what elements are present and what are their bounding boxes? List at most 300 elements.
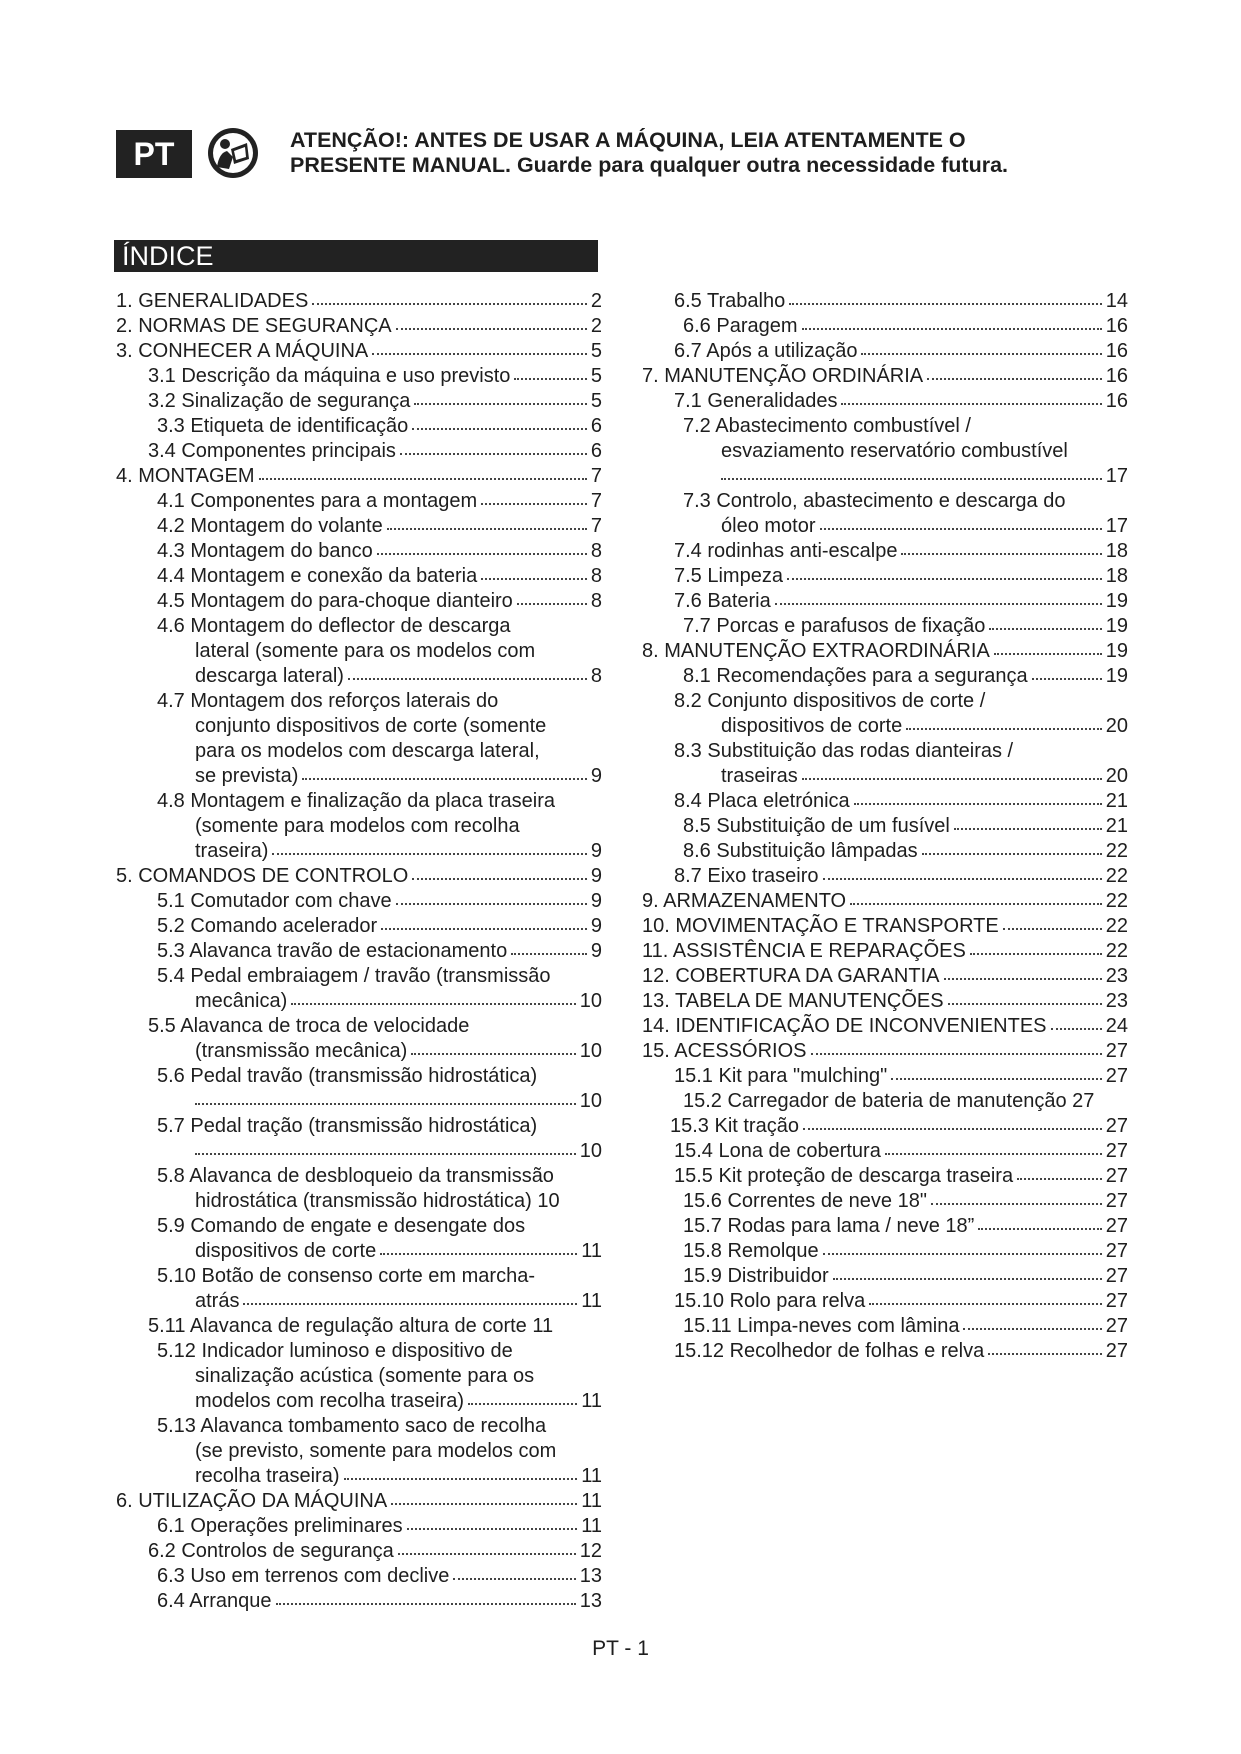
toc-entry — [114, 389, 614, 414]
toc-entry — [114, 314, 614, 339]
read-manual-icon — [207, 127, 259, 179]
toc-entry-title: 15.5 Kit proteção de descarga traseira — [674, 1165, 1014, 1187]
toc-entry-page: 23 — [1105, 990, 1128, 1012]
toc-entry-title: 3. CONHECER A MÁQUINA — [116, 340, 369, 362]
toc-leader-dots — [372, 353, 587, 355]
toc-entry-title: 6.6 Paragem — [683, 315, 798, 337]
toc-entry-page: 22 — [1105, 940, 1128, 962]
toc-entry — [114, 1439, 614, 1464]
toc-leader-dots — [823, 878, 1102, 880]
toc-entry-title: 8.5 Substituição de um fusível — [683, 815, 950, 837]
toc-entry — [640, 289, 1140, 314]
toc-entry-title: 15.7 Rodas para lama / neve 18” — [683, 1215, 975, 1237]
toc-leader-dots — [276, 1603, 576, 1605]
toc-entry-title: dispositivos de corte — [721, 715, 903, 737]
toc-leader-dots — [396, 328, 587, 330]
toc-entry-title: 11. ASSISTÊNCIA E REPARAÇÕES — [642, 940, 966, 962]
toc-entry-page: 27 — [1105, 1190, 1128, 1212]
toc-entry-page: 18 — [1105, 565, 1128, 587]
toc-leader-dots — [387, 528, 587, 530]
toc-entry-title: 7. MANUTENÇÃO ORDINÁRIA — [642, 365, 924, 387]
toc-entry — [114, 989, 614, 1014]
toc-entry-title: 5.10 Botão de consenso corte em marcha- — [157, 1265, 535, 1287]
toc-entry — [640, 689, 1140, 714]
toc-entry-page: 19 — [1105, 590, 1128, 612]
toc-entry — [114, 1239, 614, 1264]
toc-entry-title: 15.6 Correntes de neve 18" — [683, 1190, 927, 1212]
toc-entry — [114, 664, 614, 689]
toc-leader-dots — [811, 1053, 1102, 1055]
toc-entry-title: 6. UTILIZAÇÃO DA MÁQUINA — [116, 1490, 388, 1512]
toc-entry — [640, 1339, 1140, 1364]
toc-leader-dots — [861, 353, 1101, 355]
toc-entry-title: 8.1 Recomendações para a segurança — [683, 665, 1028, 687]
toc-entry-title: 8. MANUTENÇÃO EXTRAORDINÁRIA — [642, 640, 990, 662]
toc-entry — [640, 439, 1140, 464]
toc-leader-dots — [963, 1328, 1101, 1330]
toc-leader-dots — [775, 603, 1102, 605]
toc-entry — [640, 489, 1140, 514]
toc-entry-page: 17 — [1105, 515, 1128, 537]
toc-leader-dots — [381, 928, 587, 930]
toc-leader-dots — [453, 1578, 575, 1580]
toc-entry-title: 5.9 Comando de engate e desengate dos — [157, 1215, 526, 1237]
toc-entry-title: (se previsto, somente para modelos com — [195, 1440, 557, 1462]
toc-entry — [114, 1539, 614, 1564]
toc-entry-title: para os modelos com descarga lateral, — [195, 740, 540, 762]
toc-entry — [114, 1014, 614, 1039]
toc-entry — [640, 1314, 1140, 1339]
toc-entry — [114, 1514, 614, 1539]
toc-entry-page: 10 — [579, 1040, 602, 1062]
toc-leader-dots — [820, 528, 1102, 530]
toc-entry — [114, 1264, 614, 1289]
toc-entry-title: 15.1 Kit para "mulching" — [674, 1065, 888, 1087]
toc-entry-title: 4.8 Montagem e finalização da placa traseira — [157, 790, 556, 812]
toc-entry — [640, 339, 1140, 364]
toc-entry-title: 15. ACESSÓRIOS — [642, 1040, 807, 1062]
toc-entry-page: 8 — [590, 540, 602, 562]
toc-entry — [114, 1364, 614, 1389]
toc-leader-dots — [348, 678, 587, 680]
toc-leader-dots — [869, 1303, 1102, 1305]
toc-entry-title: 4.1 Componentes para a montagem — [157, 490, 478, 512]
toc-entry-title: (somente para modelos com recolha — [195, 815, 520, 837]
toc-entry — [114, 614, 614, 639]
toc-entry-title: 15.8 Remolque — [683, 1240, 819, 1262]
toc-entry-page: 13 — [579, 1590, 602, 1612]
toc-entry-title: 4.7 Montagem dos reforços laterais do — [157, 690, 499, 712]
toc-entry-title: 6.2 Controlos de segurança — [148, 1540, 394, 1562]
toc-leader-dots — [802, 328, 1102, 330]
toc-leader-dots — [407, 1528, 578, 1530]
toc-entry — [640, 989, 1140, 1014]
toc-entry — [114, 514, 614, 539]
toc-entry — [114, 1564, 614, 1589]
toc-entry-page: 10 — [579, 990, 602, 1012]
toc-entry — [640, 414, 1140, 439]
toc-leader-dots — [514, 378, 586, 380]
toc-entry-title: 4.6 Montagem do deflector de descarga — [157, 615, 511, 637]
toc-entry — [114, 1089, 614, 1114]
toc-entry — [640, 314, 1140, 339]
toc-leader-dots — [259, 478, 587, 480]
toc-entry-title: 5.11 Alavanca de regulação altura de corte 11 — [148, 1315, 554, 1337]
toc-entry-page: 8 — [590, 565, 602, 587]
toc-entry — [640, 614, 1140, 639]
toc-leader-dots — [978, 1228, 1101, 1230]
toc-leader-dots — [901, 553, 1101, 555]
toc-entry-page: 14 — [1105, 290, 1128, 312]
toc-entry-title: 3.1 Descrição da máquina e uso previsto — [148, 365, 511, 387]
toc-entry — [114, 364, 614, 389]
toc-entry-title: óleo motor — [721, 515, 816, 537]
toc-entry-title: dispositivos de corte — [195, 1240, 377, 1262]
toc-entry-page: 11 — [581, 1490, 602, 1512]
toc-leader-dots — [243, 1303, 577, 1305]
toc-leader-dots — [802, 778, 1102, 780]
toc-entry-title: 2. NORMAS DE SEGURANÇA — [116, 315, 392, 337]
toc-entry — [114, 1489, 614, 1514]
toc-entry — [114, 839, 614, 864]
toc-entry-title: traseiras — [721, 765, 798, 787]
toc-leader-dots — [272, 853, 587, 855]
toc-entry-page: 9 — [590, 765, 602, 787]
toc-entry — [640, 964, 1140, 989]
toc-entry — [640, 714, 1140, 739]
toc-entry-title: 13. TABELA DE MANUTENÇÕES — [642, 990, 944, 1012]
toc-entry — [114, 1289, 614, 1314]
toc-leader-dots — [927, 378, 1102, 380]
toc-entry — [640, 639, 1140, 664]
toc-entry-page: 27 — [1105, 1140, 1128, 1162]
toc-entry-title: 15.12 Recolhedor de folhas e relva — [674, 1340, 985, 1362]
toc-entry-title: 5.12 Indicador luminoso e dispositivo de — [157, 1340, 513, 1362]
toc-entry — [640, 564, 1140, 589]
toc-entry — [640, 1289, 1140, 1314]
toc-entry-title: 8.2 Conjunto dispositivos de corte / — [674, 690, 986, 712]
toc-entry — [114, 1189, 614, 1214]
toc-leader-dots — [344, 1478, 578, 1480]
toc-entry — [640, 1164, 1140, 1189]
toc-entry — [114, 1139, 614, 1164]
toc-entry-page: 11 — [581, 1515, 602, 1537]
toc-entry-page: 9 — [590, 865, 602, 887]
toc-leader-dots — [944, 978, 1102, 980]
toc-entry-title: 6.3 Uso em terrenos com declive — [157, 1565, 450, 1587]
toc-leader-dots — [854, 803, 1102, 805]
toc-leader-dots — [850, 903, 1102, 905]
toc-leader-dots — [989, 628, 1101, 630]
toc-entry-title: 6.4 Arranque — [157, 1590, 272, 1612]
toc-leader-dots — [787, 578, 1102, 580]
toc-entry-title: 7.4 rodinhas anti-escalpe — [674, 540, 898, 562]
toc-leader-dots — [1017, 1178, 1102, 1180]
toc-entry — [114, 864, 614, 889]
toc-entry-page: 27 — [1105, 1315, 1128, 1337]
warning-line-1: ATENÇÃO!: ANTES DE USAR A MÁQUINA, LEIA ATENTAMENTE O — [290, 128, 966, 152]
toc-entry-page: 8 — [590, 665, 602, 687]
toc-entry-page: 2 — [590, 290, 602, 312]
toc-entry-page: 20 — [1105, 715, 1128, 737]
toc-entry — [640, 464, 1140, 489]
toc-leader-dots — [823, 1253, 1102, 1255]
toc-entry-page: 27 — [1105, 1040, 1128, 1062]
toc-entry-page: 17 — [1105, 465, 1128, 487]
toc-entry-title: 5.2 Comando acelerador — [157, 915, 378, 937]
toc-entry — [114, 439, 614, 464]
toc-entry-page: 27 — [1105, 1290, 1128, 1312]
toc-entry — [640, 889, 1140, 914]
toc-leader-dots — [994, 653, 1102, 655]
toc-entry — [114, 1389, 614, 1414]
toc-entry-page: 19 — [1105, 615, 1128, 637]
toc-leader-dots — [468, 1403, 577, 1405]
toc-leader-dots — [291, 1003, 575, 1005]
toc-leader-dots — [517, 603, 587, 605]
toc-entry — [114, 714, 614, 739]
toc-entry-page: 21 — [1105, 790, 1128, 812]
toc-entry — [114, 764, 614, 789]
toc-entry-title: esvaziamento reservatório combustível — [721, 440, 1068, 462]
toc-right-column — [640, 289, 1140, 1364]
toc-entry-title: 6.5 Trabalho — [674, 290, 786, 312]
toc-entry — [640, 664, 1140, 689]
toc-entry — [114, 1589, 614, 1614]
toc-entry-title: 7.2 Abastecimento combustível / — [683, 415, 971, 437]
toc-entry — [640, 1189, 1140, 1214]
toc-leader-dots — [412, 878, 587, 880]
toc-entry-title: descarga lateral) — [195, 665, 344, 687]
toc-entry — [114, 414, 614, 439]
toc-entry-page: 22 — [1105, 890, 1128, 912]
toc-entry — [640, 789, 1140, 814]
toc-entry — [114, 1339, 614, 1364]
toc-entry-title: 4.5 Montagem do para-choque dianteiro — [157, 590, 513, 612]
toc-entry-title: 10. MOVIMENTAÇÃO E TRANSPORTE — [642, 915, 999, 937]
toc-entry-page: 2 — [590, 315, 602, 337]
toc-entry-title: 15.11 Limpa-neves com lâmina — [683, 1315, 960, 1337]
toc-entry — [114, 489, 614, 514]
toc-entry-title: recolha traseira) — [195, 1465, 340, 1487]
toc-entry-page: 9 — [590, 840, 602, 862]
toc-entry-title: 8.7 Eixo traseiro — [674, 865, 819, 887]
toc-entry-page: 11 — [581, 1390, 602, 1412]
toc-entry-page: 16 — [1105, 340, 1128, 362]
toc-entry-title: 5.6 Pedal travão (transmissão hidrostática) — [157, 1065, 538, 1087]
toc-entry-title: traseira) — [195, 840, 269, 862]
toc-leader-dots — [891, 1078, 1102, 1080]
toc-entry-page: 22 — [1105, 865, 1128, 887]
toc-entry-title: conjunto dispositivos de corte (somente — [195, 715, 547, 737]
toc-entry-title: 8.3 Substituição das rodas dianteiras / — [674, 740, 1014, 762]
toc-entry — [114, 339, 614, 364]
toc-entry — [114, 564, 614, 589]
toc-entry — [640, 914, 1140, 939]
toc-entry-page: 23 — [1105, 965, 1128, 987]
toc-entry-page: 20 — [1105, 765, 1128, 787]
toc-entry-page: 8 — [590, 590, 602, 612]
toc-entry — [114, 539, 614, 564]
toc-entry — [114, 639, 614, 664]
toc-entry-title: sinalização acústica (somente para os — [195, 1365, 535, 1387]
toc-leader-dots — [481, 503, 587, 505]
toc-entry-page: 7 — [590, 465, 602, 487]
toc-entry-title: 3.3 Etiqueta de identificação — [157, 415, 409, 437]
toc-entry-page: 9 — [590, 890, 602, 912]
toc-entry-page: 11 — [581, 1290, 602, 1312]
toc-leader-dots — [931, 1203, 1102, 1205]
toc-entry — [114, 964, 614, 989]
toc-entry — [114, 1114, 614, 1139]
toc-entry-title: 5.7 Pedal tração (transmissão hidrostática) — [157, 1115, 538, 1137]
toc-leader-dots — [803, 1128, 1102, 1130]
toc-entry — [640, 1064, 1140, 1089]
toc-entry-title: mecânica) — [195, 990, 288, 1012]
toc-entry — [114, 1214, 614, 1239]
toc-entry-page: 27 — [1105, 1165, 1128, 1187]
toc-entry-page: 12 — [579, 1540, 602, 1562]
toc-leader-dots — [511, 953, 587, 955]
toc-leader-dots — [789, 303, 1102, 305]
index-title: ÍNDICE — [114, 240, 598, 272]
page-number: PT - 1 — [592, 1637, 649, 1660]
toc-entry — [640, 1139, 1140, 1164]
toc-entry — [640, 389, 1140, 414]
toc-entry-title: 3.4 Componentes principais — [148, 440, 396, 462]
toc-leader-dots — [412, 428, 587, 430]
toc-leader-dots — [195, 1103, 576, 1105]
toc-leader-dots — [398, 1553, 576, 1555]
toc-entry-title: 4.4 Montagem e conexão da bateria — [157, 565, 478, 587]
warning-text — [290, 128, 1170, 178]
toc-leader-dots — [1051, 1028, 1102, 1030]
toc-entry-page: 22 — [1105, 840, 1128, 862]
toc-entry-title: lateral (somente para os modelos com — [195, 640, 536, 662]
toc-entry-page: 27 — [1105, 1115, 1128, 1137]
toc-entry-page: 16 — [1105, 365, 1128, 387]
toc-entry — [114, 739, 614, 764]
toc-entry — [640, 539, 1140, 564]
toc-entry-title: 4. MONTAGEM — [116, 465, 255, 487]
toc-entry-page: 16 — [1105, 390, 1128, 412]
toc-entry — [640, 864, 1140, 889]
toc-entry-page: 27 — [1105, 1340, 1128, 1362]
toc-entry-title: 6.1 Operações preliminares — [157, 1515, 403, 1537]
toc-entry-page: 6 — [590, 415, 602, 437]
toc-entry — [640, 764, 1140, 789]
toc-entry-title: 5.1 Comutador com chave — [157, 890, 392, 912]
toc-entry-page: 13 — [579, 1565, 602, 1587]
toc-entry-page: 18 — [1105, 540, 1128, 562]
toc-entry — [114, 1064, 614, 1089]
toc-entry-page: 9 — [590, 940, 602, 962]
toc-leader-dots — [302, 778, 587, 780]
toc-entry — [640, 514, 1140, 539]
toc-leader-dots — [380, 1253, 577, 1255]
toc-leader-dots — [833, 1278, 1102, 1280]
toc-leader-dots — [1032, 678, 1102, 680]
toc-entry — [114, 939, 614, 964]
toc-entry-page: 5 — [590, 365, 602, 387]
toc-entry-title: modelos com recolha traseira) — [195, 1390, 464, 1412]
toc-entry — [640, 839, 1140, 864]
toc-entry-page: 10 — [579, 1090, 602, 1112]
toc-entry-title: 14. IDENTIFICAÇÃO DE INCONVENIENTES — [642, 1015, 1047, 1037]
toc-left-column — [114, 289, 614, 1614]
toc-leader-dots — [841, 403, 1101, 405]
toc-entry-title: 5. COMANDOS DE CONTROLO — [116, 865, 409, 887]
toc-entry-title: 4.2 Montagem do volante — [157, 515, 383, 537]
toc-leader-dots — [721, 478, 1102, 480]
toc-entry-title: 5.13 Alavanca tombamento saco de recolha — [157, 1415, 547, 1437]
toc-entry — [640, 814, 1140, 839]
toc-entry-title: 5.8 Alavanca de desbloqueio da transmissão — [157, 1165, 554, 1187]
toc-entry — [640, 1039, 1140, 1064]
toc-entry — [114, 689, 614, 714]
toc-entry — [640, 364, 1140, 389]
toc-entry — [640, 939, 1140, 964]
toc-entry-page: 27 — [1105, 1265, 1128, 1287]
toc-entry-title: atrás — [195, 1290, 240, 1312]
toc-entry-page: 19 — [1105, 640, 1128, 662]
toc-entry-title: 8.4 Placa eletrónica — [674, 790, 850, 812]
toc-entry-page: 7 — [590, 490, 602, 512]
toc-entry — [114, 1039, 614, 1064]
toc-leader-dots — [970, 953, 1102, 955]
toc-entry-title: 15.2 Carregador de bateria de manutenção 27 — [683, 1090, 1095, 1112]
toc-entry — [640, 1264, 1140, 1289]
toc-entry-page: 16 — [1105, 315, 1128, 337]
toc-entry-title: 5.5 Alavanca de troca de velocidade — [148, 1015, 470, 1037]
toc-entry — [114, 814, 614, 839]
toc-entry-page: 27 — [1105, 1215, 1128, 1237]
toc-leader-dots — [377, 553, 587, 555]
toc-leader-dots — [922, 853, 1102, 855]
toc-entry-page: 10 — [579, 1140, 602, 1162]
toc-entry — [114, 914, 614, 939]
toc-entry — [114, 589, 614, 614]
toc-entry — [640, 1239, 1140, 1264]
toc-entry-title: 7.7 Porcas e parafusos de fixação — [683, 615, 986, 637]
toc-entry-title: 15.3 Kit tração — [670, 1115, 799, 1137]
toc-entry-title: 3.2 Sinalização de segurança — [148, 390, 411, 412]
toc-leader-dots — [411, 1053, 575, 1055]
toc-leader-dots — [906, 728, 1102, 730]
toc-entry — [640, 1114, 1140, 1139]
toc-leader-dots — [954, 828, 1102, 830]
toc-entry — [640, 589, 1140, 614]
toc-entry — [114, 1314, 614, 1339]
toc-entry-title: (transmissão mecânica) — [195, 1040, 408, 1062]
toc-entry-title: 1. GENERALIDADES — [116, 290, 309, 312]
toc-entry-title: 4.3 Montagem do banco — [157, 540, 373, 562]
toc-entry-page: 22 — [1105, 915, 1128, 937]
toc-leader-dots — [396, 903, 587, 905]
toc-entry — [114, 289, 614, 314]
toc-entry-title: 7.1 Generalidades — [674, 390, 838, 412]
language-badge: PT — [116, 130, 192, 178]
toc-leader-dots — [988, 1353, 1102, 1355]
toc-entry-page: 24 — [1105, 1015, 1128, 1037]
toc-leader-dots — [885, 1153, 1102, 1155]
toc-entry-title: 5.4 Pedal embraiagem / travão (transmissão — [157, 965, 551, 987]
toc-leader-dots — [391, 1503, 577, 1505]
toc-leader-dots — [195, 1153, 576, 1155]
toc-leader-dots — [400, 453, 587, 455]
toc-leader-dots — [414, 403, 586, 405]
toc-entry-title: 7.3 Controlo, abastecimento e descarga do — [683, 490, 1066, 512]
